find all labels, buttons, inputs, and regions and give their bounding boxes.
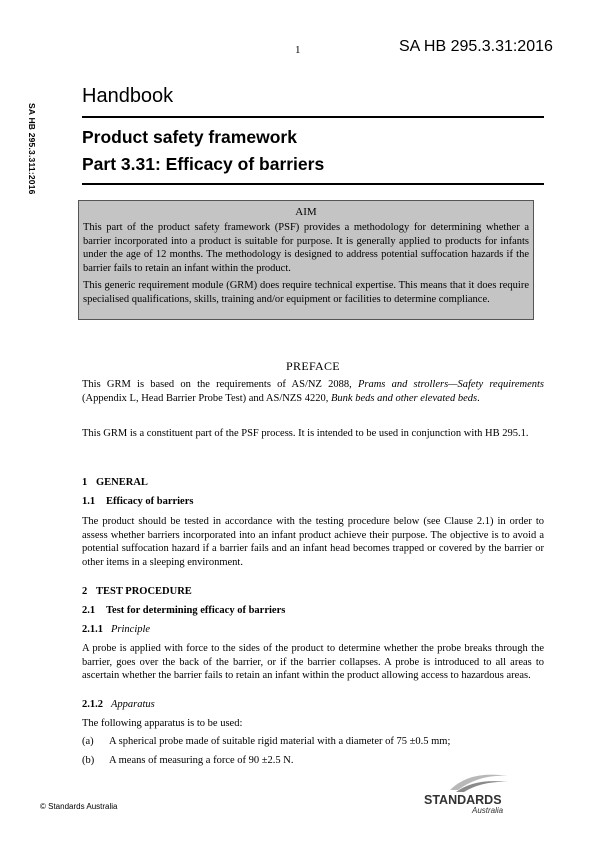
preface-text: . [477, 392, 480, 404]
logo-text-main: STANDARDS [424, 793, 502, 807]
list-item-text: A means of measuring a force of 90 ±2.5 N. [109, 755, 294, 766]
section-2-heading [82, 586, 192, 597]
page-number: 1 [295, 44, 301, 56]
document-part-title: Part 3.31: Efficacy of barriers [82, 154, 325, 174]
apparatus-item-a [82, 736, 544, 747]
logo-text-sub: Australia [472, 806, 504, 815]
apparatus-intro: The following apparatus is to be used: [82, 718, 243, 729]
clause-2-1-2-heading [82, 699, 155, 710]
title-rule-bottom [82, 183, 544, 185]
document-reference: SA HB 295.3.31:2016 [399, 38, 553, 55]
standard-title: Prams and strollers—Safety requirements [357, 379, 544, 390]
principle-paragraph: A probe is applied with force to the sides of the product to determine whether the probe breaks through the barrier, goes over the back of the barrier, or if the barrier collapses. A probe is introduced to all areas to ascertain whether the barrier fails to retain an infant within the product allowing access to hazardous areas. [82, 643, 544, 681]
aim-paragraph-2: This generic requirement module (GRM) does require technical expertise. This means that it does require specialised qualifications, skills, training and/or equipment or facilities to determine compliance. [83, 280, 529, 305]
clause-number: 1.1 [82, 496, 96, 507]
clause-title: Apparatus [111, 699, 155, 710]
document-title: Product safety framework [82, 127, 297, 147]
list-marker: (a) [82, 736, 94, 747]
preface-text: (Appendix L, Head Barrier Probe Test) and AS/NZS 4220, [82, 392, 331, 404]
standards-australia-logo [420, 766, 510, 816]
clause-2-1-1-heading [82, 624, 150, 635]
general-paragraph: The product should be tested in accordance with the testing procedure below (see Clause 2.1) in order to assess whether barriers incorporated into an infant product achieve their purpose. The objective is to avoid a potential suffocation hazard if a barrier fails and an infant head becomes trapped or covered by the barrier or other items in a sleeping environment. [82, 516, 544, 568]
title-rule-top [82, 116, 544, 118]
copyright-notice: © Standards Australia [40, 802, 118, 811]
side-document-reference: SA HB 295.3.311:2016 [27, 103, 37, 195]
aim-box [78, 200, 534, 320]
list-item-text: A spherical probe made of suitable rigid material with a diameter of 75 ±0.5 mm; [109, 736, 451, 747]
clause-1-1-heading [82, 496, 193, 507]
handbook-label: Handbook [82, 85, 174, 107]
preface-paragraph-2: This GRM is a constituent part of the PSF process. It is intended to be used in conjunction with HB 295.1. [82, 428, 529, 439]
aim-paragraph-1: This part of the product safety framework (PSF) provides a methodology for determining whether a barrier incorporated into a product is suitable for purpose. It is generally applied to products for infants under the age of 12 months. The methodology is designed to address potential suffocation hazards if the barrier fails to retain an infant within the product. [83, 222, 529, 274]
section-number: 2 [82, 586, 88, 597]
clause-title: Principle [111, 624, 151, 635]
clause-number: 2.1 [82, 605, 96, 616]
section-title: GENERAL [96, 477, 148, 488]
clause-2-1-heading [82, 605, 285, 616]
clause-title: Efficacy of barriers [106, 496, 194, 507]
aim-heading: AIM [295, 206, 317, 218]
list-marker: (b) [82, 755, 95, 766]
preface-heading: PREFACE [286, 359, 340, 373]
clause-title: Test for determining efficacy of barriers [106, 605, 286, 616]
standard-title: Bunk beds and other elevated beds [331, 392, 478, 404]
section-1-heading [82, 477, 148, 488]
preface-paragraph-1 [82, 378, 544, 405]
apparatus-item-b [82, 755, 544, 766]
section-title: TEST PROCEDURE [96, 586, 192, 597]
clause-number: 2.1.1 [82, 624, 103, 635]
clause-number: 2.1.2 [82, 699, 103, 710]
preface-text: This GRM is based on the requirements of AS/NZ 2088, [82, 379, 358, 390]
section-number: 1 [82, 477, 88, 488]
